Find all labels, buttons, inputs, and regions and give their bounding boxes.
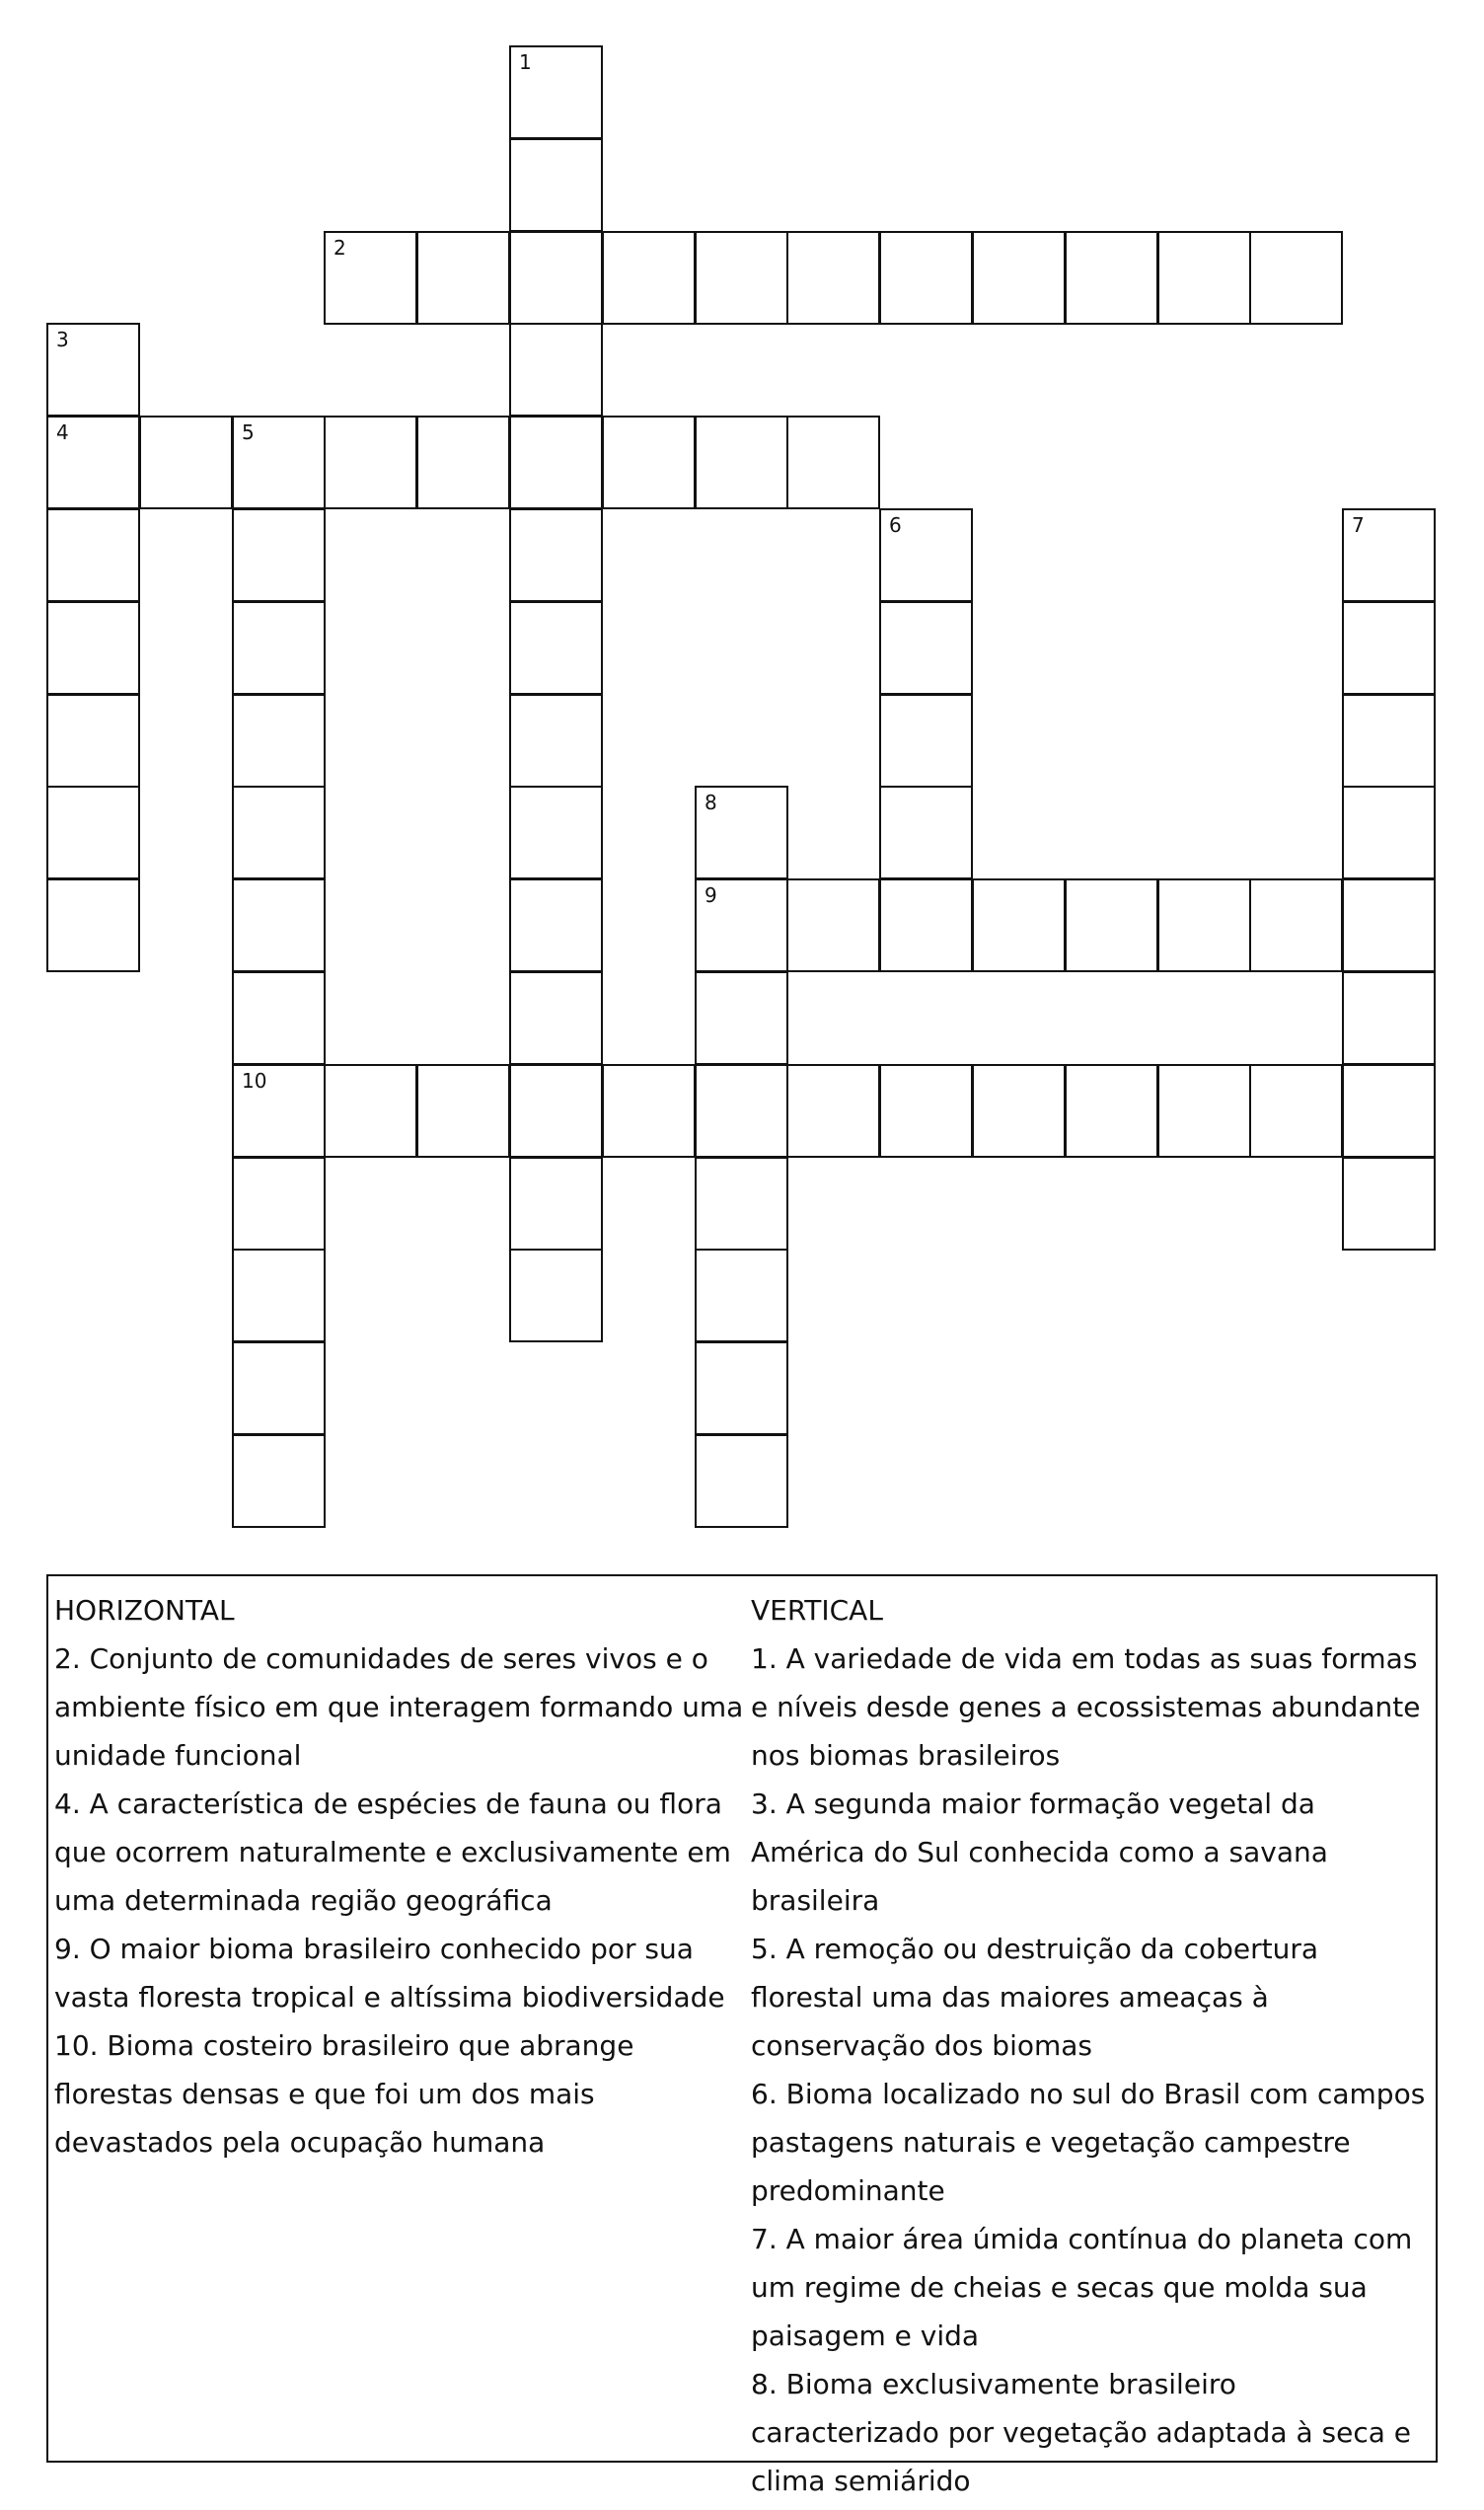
clue-number: 8 xyxy=(705,791,717,814)
crossword-cell[interactable] xyxy=(972,231,1066,325)
crossword-cell[interactable] xyxy=(695,231,788,325)
crossword-cell[interactable] xyxy=(46,694,140,788)
crossword-cell[interactable] xyxy=(1157,1064,1251,1158)
crossword-cell[interactable] xyxy=(695,1341,788,1435)
crossword-cell[interactable] xyxy=(1065,878,1158,972)
crossword-cell[interactable] xyxy=(416,416,510,509)
crossword-cell[interactable] xyxy=(232,416,326,509)
crossword-cell[interactable] xyxy=(972,878,1066,972)
crossword-cell[interactable] xyxy=(232,1249,326,1342)
clues-box xyxy=(46,1574,1438,2497)
crossword-cell[interactable] xyxy=(324,416,417,509)
crossword-cell[interactable] xyxy=(695,1434,788,1528)
crossword-cell[interactable] xyxy=(232,878,326,972)
crossword-cell[interactable] xyxy=(879,601,973,695)
crossword-cell[interactable] xyxy=(695,416,788,509)
crossword-cell[interactable] xyxy=(324,1064,417,1158)
crossword-cell[interactable] xyxy=(46,786,140,879)
vertical-clue-8: 8. Bioma exclusivamente brasileiro caracterizado por vegetação adaptada à seca e clima semiárido xyxy=(751,2368,1411,2497)
crossword-cell[interactable] xyxy=(1065,231,1158,325)
horizontal-clue-4: 4. A característica de espécies de fauna ou flora que ocorrem naturalmente e exclusivamente em uma determinada região geográfica xyxy=(54,1787,731,1917)
horizontal-clue-9: 9. O maior bioma brasileiro conhecido por sua vasta floresta tropical e altíssima biodiversidade xyxy=(54,1933,725,2014)
clue-number: 6 xyxy=(889,513,902,537)
crossword-cell[interactable] xyxy=(1342,601,1436,695)
horizontal-heading: HORIZONTAL xyxy=(54,1594,235,1627)
clue-number: 9 xyxy=(705,883,717,907)
clue-number: 3 xyxy=(56,328,69,351)
crossword-cell[interactable] xyxy=(786,878,880,972)
crossword-cell[interactable] xyxy=(1157,878,1251,972)
crossword-cell[interactable] xyxy=(695,786,788,879)
crossword-cell[interactable] xyxy=(46,601,140,695)
crossword-cell[interactable] xyxy=(232,1434,326,1528)
crossword-cell[interactable] xyxy=(232,1064,326,1158)
crossword-cell[interactable] xyxy=(602,231,696,325)
crossword-cell[interactable] xyxy=(1249,231,1343,325)
crossword-cell[interactable] xyxy=(509,416,603,509)
crossword-cell[interactable] xyxy=(46,416,140,509)
crossword-cell[interactable] xyxy=(879,1064,973,1158)
crossword-cell[interactable] xyxy=(232,508,326,602)
crossword-cell[interactable] xyxy=(602,416,696,509)
crossword-cell[interactable] xyxy=(509,45,603,139)
clue-number: 2 xyxy=(334,236,346,260)
crossword-cell[interactable] xyxy=(509,1064,603,1158)
vertical-clue-3: 3. A segunda maior formação vegetal da América do Sul conhecida como a savana brasileira xyxy=(751,1787,1328,1917)
crossword-cell[interactable] xyxy=(1342,1157,1436,1251)
crossword-cell[interactable] xyxy=(1342,971,1436,1065)
crossword-cell[interactable] xyxy=(324,231,417,325)
crossword-cell[interactable] xyxy=(46,323,140,417)
crossword-cell[interactable] xyxy=(1342,786,1436,879)
crossword-cell[interactable] xyxy=(139,416,233,509)
crossword-cell[interactable] xyxy=(509,1157,603,1251)
crossword-cell[interactable] xyxy=(695,971,788,1065)
crossword-cell[interactable] xyxy=(509,601,603,695)
crossword-cell[interactable] xyxy=(46,878,140,972)
vertical-clue-6: 6. Bioma localizado no sul do Brasil com campos pastagens naturais e vegetação campestre predominante xyxy=(751,2078,1426,2207)
crossword-cell[interactable] xyxy=(509,231,603,325)
clue-number: 7 xyxy=(1352,513,1365,537)
crossword-cell[interactable] xyxy=(786,231,880,325)
crossword-cell[interactable] xyxy=(232,694,326,788)
crossword-cell[interactable] xyxy=(232,1157,326,1251)
horizontal-clues xyxy=(54,1586,745,2167)
clue-number: 5 xyxy=(242,420,255,444)
crossword-cell[interactable] xyxy=(509,971,603,1065)
crossword-cell[interactable] xyxy=(509,786,603,879)
vertical-clues xyxy=(751,1586,1432,2505)
crossword-cell[interactable] xyxy=(695,1157,788,1251)
crossword-cell[interactable] xyxy=(509,694,603,788)
horizontal-clue-10: 10. Bioma costeiro brasileiro que abrange florestas densas e que foi um dos mais devastados pela ocupação humana xyxy=(54,2029,634,2159)
crossword-cell[interactable] xyxy=(786,416,880,509)
crossword-cell[interactable] xyxy=(416,231,510,325)
crossword-cell[interactable] xyxy=(1342,878,1436,972)
crossword-cell[interactable] xyxy=(879,508,973,602)
crossword-cell[interactable] xyxy=(509,878,603,972)
clue-number: 10 xyxy=(242,1069,267,1093)
crossword-cell[interactable] xyxy=(695,878,788,972)
crossword-cell[interactable] xyxy=(879,694,973,788)
crossword-cell[interactable] xyxy=(879,231,973,325)
crossword-cell[interactable] xyxy=(509,138,603,232)
vertical-clue-1: 1. A variedade de vida em todas as suas formas e níveis desde genes a ecossistemas abundante nos biomas brasileiros xyxy=(751,1642,1421,1772)
crossword-cell[interactable] xyxy=(1065,1064,1158,1158)
crossword-cell[interactable] xyxy=(786,1064,880,1158)
clue-number: 4 xyxy=(56,420,69,444)
crossword-cell[interactable] xyxy=(232,786,326,879)
crossword-cell[interactable] xyxy=(232,1341,326,1435)
crossword-cell[interactable] xyxy=(879,786,973,879)
vertical-clue-5: 5. A remoção ou destruição da cobertura florestal uma das maiores ameaças à conservação dos biomas xyxy=(751,1933,1319,2062)
crossword-cell[interactable] xyxy=(509,1249,603,1342)
crossword-cell[interactable] xyxy=(695,1064,788,1158)
crossword-cell[interactable] xyxy=(602,1064,696,1158)
vertical-heading: VERTICAL xyxy=(751,1594,883,1627)
crossword-cell[interactable] xyxy=(695,1249,788,1342)
crossword-cell[interactable] xyxy=(1342,694,1436,788)
crossword-cell[interactable] xyxy=(879,878,973,972)
crossword-cell[interactable] xyxy=(232,971,326,1065)
crossword-cell[interactable] xyxy=(1249,878,1343,972)
crossword-cell[interactable] xyxy=(232,601,326,695)
crossword-cell[interactable] xyxy=(1342,1064,1436,1158)
crossword-cell[interactable] xyxy=(1342,508,1436,602)
crossword-cell[interactable] xyxy=(509,508,603,602)
crossword-cell[interactable] xyxy=(46,508,140,602)
crossword-cell[interactable] xyxy=(1157,231,1251,325)
vertical-clue-7: 7. A maior área úmida contínua do planeta com um regime de cheias e secas que molda sua paisagem e vida xyxy=(751,2223,1413,2352)
clue-number: 1 xyxy=(519,50,532,74)
crossword-cell[interactable] xyxy=(416,1064,510,1158)
crossword-cell[interactable] xyxy=(972,1064,1066,1158)
crossword-cell[interactable] xyxy=(1249,1064,1343,1158)
crossword-cell[interactable] xyxy=(509,323,603,417)
horizontal-clue-2: 2. Conjunto de comunidades de seres vivos e o ambiente físico em que interagem formando uma unidade funcional xyxy=(54,1642,744,1772)
